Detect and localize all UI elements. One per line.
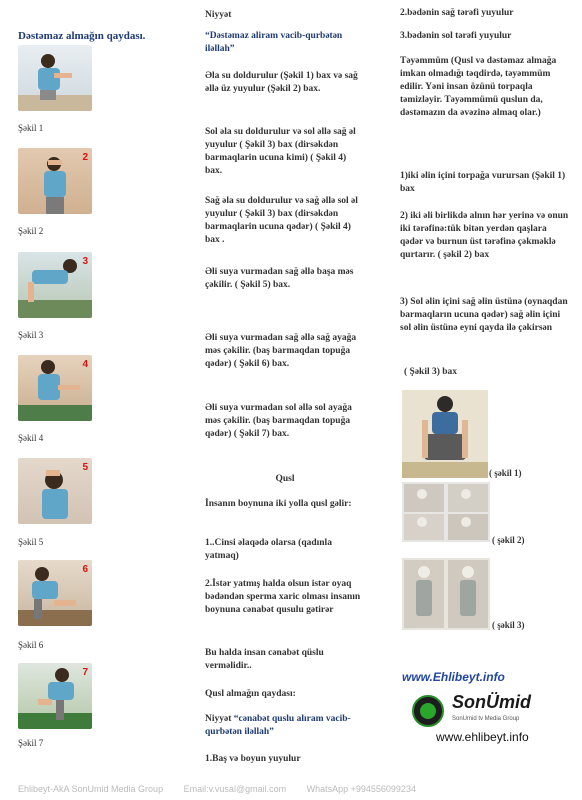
right-step-2: 2.bədənin sağ tərəfi yuyulur	[400, 8, 514, 18]
figure-3-label: Şəkil 3	[18, 330, 44, 340]
footer-org: Ehlibeyt-AkA SonUmid Media Group	[18, 784, 164, 794]
teyemmum-step-1: 1)iki əlin içini torpağa vurursan (Şəkil 1) bax	[400, 171, 566, 194]
paragraph-12	[205, 713, 365, 739]
kneeling-person-image	[402, 390, 488, 478]
teyemmum-description: Təyəmmüm (Qusl və dəstəmaz almağa imkan olmadığı təqdirdə, təyəmmüm edilir. Yəni insan özünü torpaqla təmizləyir. Təyəmmümü quslun da, dəstəmazın da əvəzinə almaq olar.)	[400, 56, 557, 118]
paragraph-4: Əli suya vurmadan sağ əllə başa məs çəkilir. ( Şəkil 5) bax.	[205, 267, 354, 290]
footer	[0, 784, 582, 794]
niyyet-prefix: Niyyət	[205, 714, 234, 724]
site-link[interactable]: www.Ehlibeyt.info	[402, 670, 505, 684]
teyemmum-caption-2: ( şəkil 2)	[492, 535, 525, 545]
teyemmum-photo-1	[402, 390, 488, 478]
paragraph-6: Əli suya vurmadan sol əllə sol ayağa məs çəkilir. (baş barmaqdan topuğa qədər) ( Şəkil 7) bax.	[205, 403, 352, 439]
figure-5-photo	[18, 458, 92, 524]
footer-email[interactable]: Email:v.vusal@gmail.com	[183, 784, 287, 794]
site-url[interactable]: www.ehlibeyt.info	[436, 730, 529, 744]
paragraph-5: Əli suya vurmadan sağ əllə sağ ayağa məs çəkilir. (baş barmaqdan topuğa qədər) ( Şəkil 6) bax.	[205, 333, 357, 369]
teyemmum-photo-2	[402, 482, 490, 542]
figure-7-photo	[18, 663, 92, 729]
niyyet-heading: Niyyət	[205, 10, 232, 20]
niyyet-quote: “Dəstəmaz aliram vacib-qurbətən iləllah”	[205, 31, 343, 54]
paragraph-10: Bu halda insan cənabət qüslu verməlidir..	[205, 648, 324, 671]
paragraph-11: Qusl almağın qaydası:	[205, 689, 296, 699]
paragraph-1: Əla su doldurulur (Şəkil 1) bax və sağ əllə üz yuyulur (Şəkil 2) bax.	[205, 71, 358, 94]
figure-4-photo	[18, 355, 92, 421]
praying-figures-image	[402, 482, 490, 542]
sonumid-logo-text: SonÜmid	[452, 692, 531, 712]
person-bending-image	[18, 252, 92, 318]
teyemmum-caption-1: ( şəkil 1)	[489, 468, 522, 478]
teyemmum-caption-3: ( şəkil 3)	[492, 620, 525, 630]
teyemmum-step-3: 3) Sol əlin içini sağ əlin üstünə (oynaqdan barmaqların ucuna qədər) sağ əlin içini sol əlin üstünə eyni qayda ilə çəkirsən	[400, 297, 568, 333]
qusl-heading: Qusl	[275, 474, 295, 484]
figure-7-number: 7	[82, 667, 88, 678]
teyemmum-step-2: 2) iki əli birlikdə alnın hər yerinə və onun iki tərəfinə:tük bitən yerdən qaşlara qədər və burnun üst tərəfinə çəkməklə qurtarır. ( şəkil 2) bax	[400, 211, 569, 260]
figure-4-label: Şəkil 4	[18, 433, 44, 443]
figure-2-photo	[18, 148, 92, 214]
person-wiping-head-image	[18, 458, 92, 524]
figure-1-photo	[18, 45, 92, 111]
teyemmum-photo-3	[402, 558, 490, 630]
figure-2-number: 2	[82, 152, 88, 163]
figure-6-label: Şəkil 6	[18, 640, 44, 650]
paragraph-9: 2.İstər yatmış halda olsun istər oyaq bədəndən sperma xaric olması insanın boynuna cənabət qusulu gətirər	[205, 579, 361, 615]
footer-whatsapp[interactable]: WhatsApp +994556099234	[306, 784, 416, 794]
figure-3-number: 3	[82, 256, 88, 267]
section-title-destemaz: Dəstəmaz almağın qaydası.	[18, 30, 146, 42]
paragraph-8: 1..Cinsi əlaqədə olarsa (qadınla yatmaq)	[205, 538, 332, 561]
paragraph-7: İnsanın boynuna iki yolla qusl gəlir:	[205, 499, 352, 509]
paragraph-2: Sol əla su doldurulur və sol əllə sağ əl yuyulur ( Şəkil 3) bax (dirsəkdən barmaqlarin ucuna kimi) ( Şəkil 4) bax.	[205, 127, 356, 176]
paragraph-3: Sağ əla su doldurulur və sağ əllə sol əl yuyulur ( Şəkil 3) bax (dirsəkdən barmaqlarin ucuna qədər) ( Şəkil 4) bax .	[205, 196, 358, 245]
sonumid-logo-subtext: SonUmid tv Media Group	[452, 716, 520, 722]
qusl-niyyet-quote: “cənabət quslu alıram vacib-qurbətən iləllah”	[205, 714, 351, 737]
figure-6-photo	[18, 560, 92, 626]
right-step-3: 3.bədənin sol tərəfi yuyulur	[400, 31, 512, 41]
left-column	[0, 0, 200, 780]
paragraph-13: 1.Baş və boyun yuyulur	[205, 754, 301, 764]
figure-5-number: 5	[82, 462, 88, 473]
person-wiping-foot-image	[18, 560, 92, 626]
figure-4-number: 4	[82, 359, 88, 370]
praying-women-image	[402, 558, 490, 630]
person-washing-image	[18, 45, 92, 111]
figure-6-number: 6	[82, 564, 88, 575]
figure-1-label: Şəkil 1	[18, 123, 44, 133]
person-washing-face-image	[18, 148, 92, 214]
person-wiping-left-foot-image	[18, 663, 92, 729]
teyemmum-step-3-ref: ( Şəkil 3) bax	[404, 367, 458, 377]
logo-icon	[414, 697, 442, 725]
figure-7-label: Şəkil 7	[18, 738, 44, 748]
figure-3-photo	[18, 252, 92, 318]
sonumid-circle-logo	[412, 695, 444, 727]
person-washing-arm-image	[18, 355, 92, 421]
figure-2-label: Şəkil 2	[18, 226, 44, 236]
figure-5-label: Şəkil 5	[18, 537, 44, 547]
